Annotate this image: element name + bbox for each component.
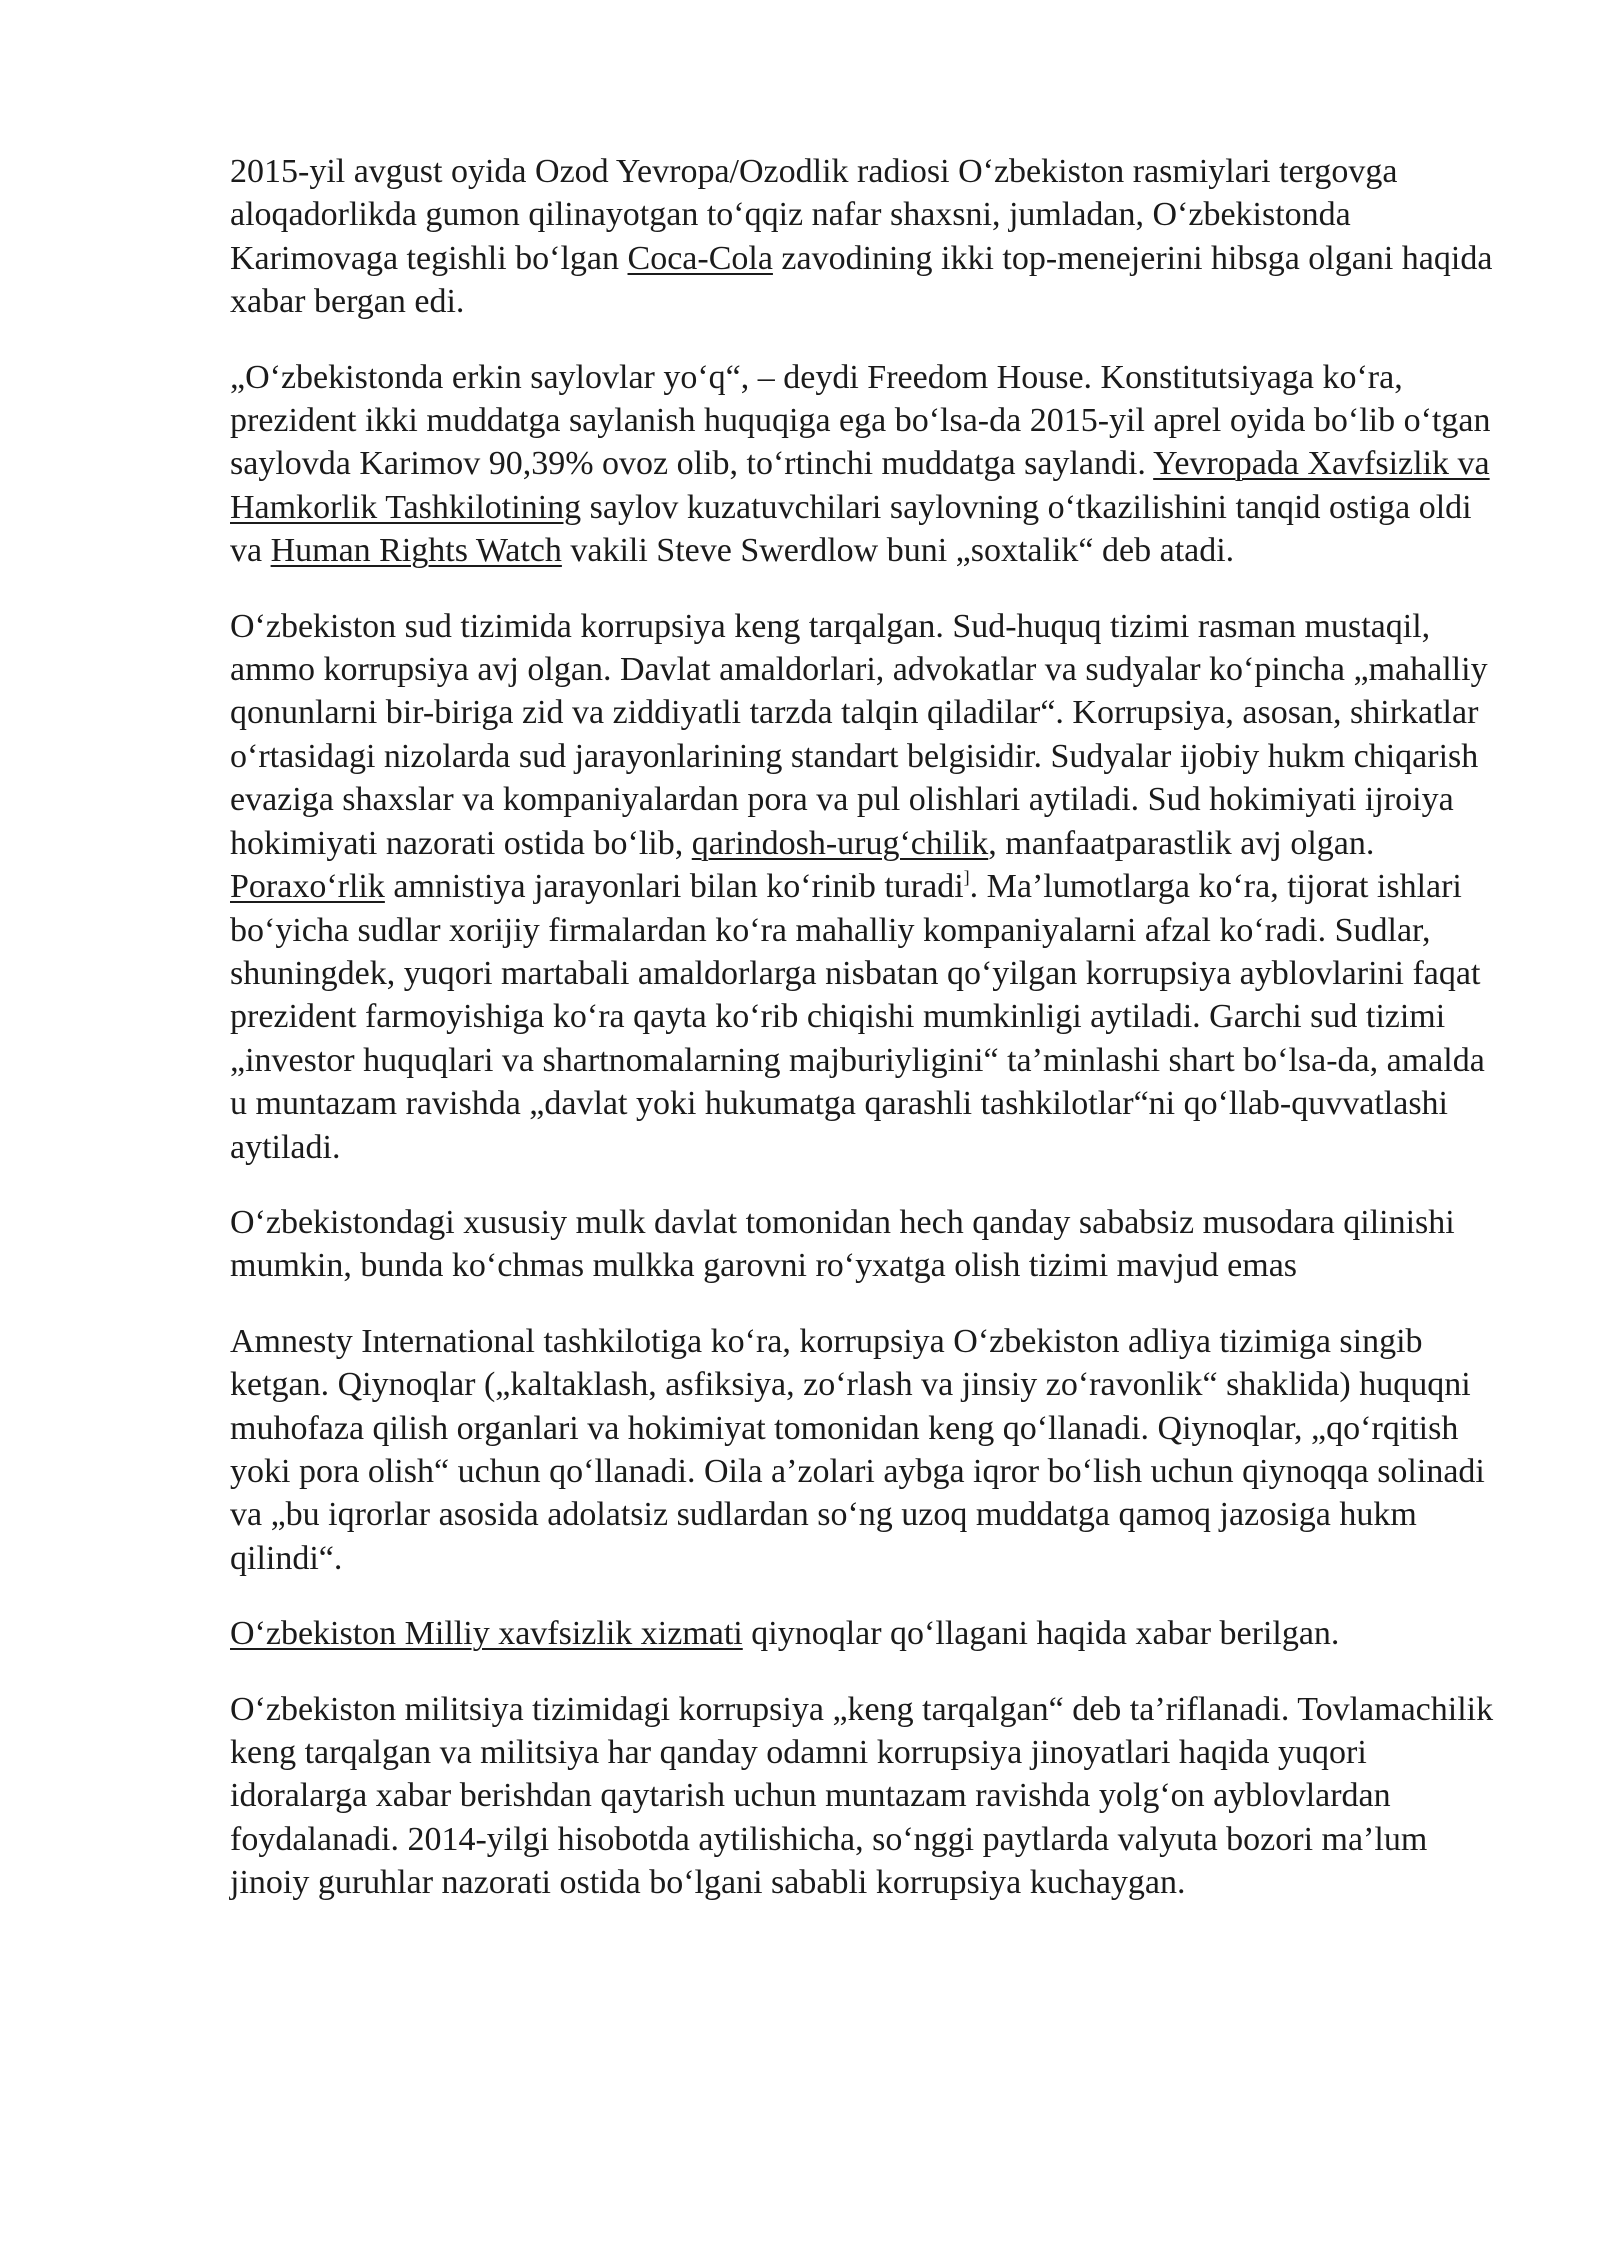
link-coca-cola[interactable]: Coca-Cola — [627, 239, 773, 277]
paragraph-text: O‘zbekiston militsiya tizimidagi korrupsiya „keng tarqalgan“ deb ta’riflanadi. Tovlamachilik keng tarqalgan va militsiya har qanday odamni korrupsiya jinoyatlari haqida yuqori idoralarga xabar berishdan qaytarish uchun muntazam ravishda yolg‘on ayblovlardan foydalanadi. 2014-yilgi hisobotda aytilishicha, so‘nggi paytlarda valyuta bozori ma’lum jinoiy guruhlar nazorati ostida bo‘lgani sababli korrupsiya kuchaygan. — [230, 1690, 1494, 1902]
paragraph-text: vakili Steve Swerdlow buni „soxtalik“ deb atadi. — [561, 532, 1235, 570]
paragraph-text: saylov kuzatuvchilari saylovning o‘tkazilishini tanqid ostiga oldi va — [230, 488, 1472, 570]
link-human-rights-watch[interactable]: Human Rights Watch — [270, 532, 562, 570]
link-qarindosh-urugchilik[interactable]: qarindosh-urug‘chilik — [691, 824, 989, 862]
paragraph-text: Amnesty International tashkilotiga ko‘ra, korrupsiya O‘zbekiston adliya tizimiga singib ketgan. Qiynoqlar („kaltaklash, asfiksiya, zo‘rlash va jinsiy zo‘ravonlik“ shaklida) huquqni muhofaza qilish organlari va hokimiyat tomonidan keng qo‘llanadi. Qiynoqlar, „qo‘rqitish yoki pora olish“ uchun qo‘llanadi. Oila a’zolari aybga iqror bo‘lish uchun qiynoqqa solinadi va „bu iqrorlar asosida adolatsiz sudlardan so‘ng uzoq muddatga qamoq jazosiga hukm qilindi“. — [230, 1322, 1485, 1577]
paragraph-text: qiynoqlar qo‘llagani haqida xabar berilgan. — [742, 1615, 1340, 1653]
paragraph-5 — [230, 1320, 1500, 1580]
document-page — [230, 150, 1500, 1937]
paragraph-text: O‘zbekistondagi xususiy mulk davlat tomonidan hech qanday sababsiz musodara qilinishi mumkin, bunda ko‘chmas mulkka garovni ro‘yxatga olish tizimi mavjud emas — [230, 1203, 1455, 1285]
paragraph-4 — [230, 1201, 1500, 1288]
paragraph-6 — [230, 1612, 1500, 1655]
paragraph-1 — [230, 150, 1500, 324]
paragraph-text: O‘zbekiston sud tizimida korrupsiya keng tarqalgan. Sud-huquq tizimi rasman mustaqil, ammo korrupsiya avj olgan. Davlat amaldorlari, advokatlar va sudyalar ko‘pincha „mahalliy qonunlarni bir-biriga zid va ziddiyatli tarzda talqin qiladilar“. Korrupsiya, asosan, shirkatlar o‘rtasidagi nizolarda sud jarayonlarining standart belgisidir. Sudyalar ijobiy hukm chiqarish evaziga shaxslar va kompaniyalardan pora va pul olishlari aytiladi. Sud hokimiyati ijroiya hokimiyati nazorati ostida bo‘lib, — [230, 607, 1488, 862]
link-milliy-xavfsizlik-xizmati[interactable]: O‘zbekiston Milliy xavfsizlik xizmati — [230, 1615, 743, 1653]
paragraph-2 — [230, 356, 1500, 573]
paragraph-text: amnistiya jarayonlari bilan ko‘rinib turadi — [384, 868, 964, 906]
paragraph-text: zavodining ikki top-menejerini hibsga olgani haqida xabar bergan edi. — [230, 239, 1493, 321]
paragraph-text: . Ma’lumotlarga ko‘ra, tijorat ishlari bo‘yicha sudlar xorijiy firmalardan ko‘ra mahalliy kompaniyalarni afzal ko‘radi. Sudlar, shuningdek, yuqori martabali amaldorlarga nisbatan qo‘yilgan korrupsiya ayblovlarini faqat prezident farmoyishiga ko‘ra qayta ko‘rib chiqishi mumkinligi aytiladi. Garchi sud tizimi „investor huquqlari va shartnomalarning majburiyligini“ ta’minlashi shart bo‘lsa-da, amalda u muntazam ravishda „davlat yoki hukumatga qarashli tashkilotlar“ni qo‘llab-quvvatlashi aytiladi. — [230, 868, 1485, 1166]
paragraph-text: 2015-yil avgust oyida Ozod Yevropa/Ozodlik radiosi O‘zbekiston rasmiylari tergovga aloqadorlikda gumon qilinayotgan to‘qqiz nafar shaxsni, jumladan, O‘zbekistonda Karimovaga tegishli bo‘lgan — [230, 153, 1398, 277]
paragraph-3 — [230, 605, 1500, 1169]
paragraph-text: „O‘zbekistonda erkin saylovlar yo‘q“, – deydi Freedom House. Konstitutsiyaga ko‘ra, prezident ikki muddatga saylanish huquqiga ega bo‘lsa-da 2015-yil aprel oyida bo‘lib o‘tgan saylovda Karimov 90,39% ovoz olib, to‘rtinchi muddatga saylandi. — [230, 358, 1491, 483]
paragraph-text: , manfaatparastlik avj olgan. — [988, 824, 1375, 862]
footnote-marker[interactable]: ] — [963, 867, 970, 888]
link-poraxorlik[interactable]: Poraxo‘rlik — [230, 868, 385, 906]
link-yxht[interactable]: Yevropada Xavfsizlik va Hamkorlik Tashkilotining — [230, 445, 1490, 526]
paragraph-7 — [230, 1688, 1500, 1905]
